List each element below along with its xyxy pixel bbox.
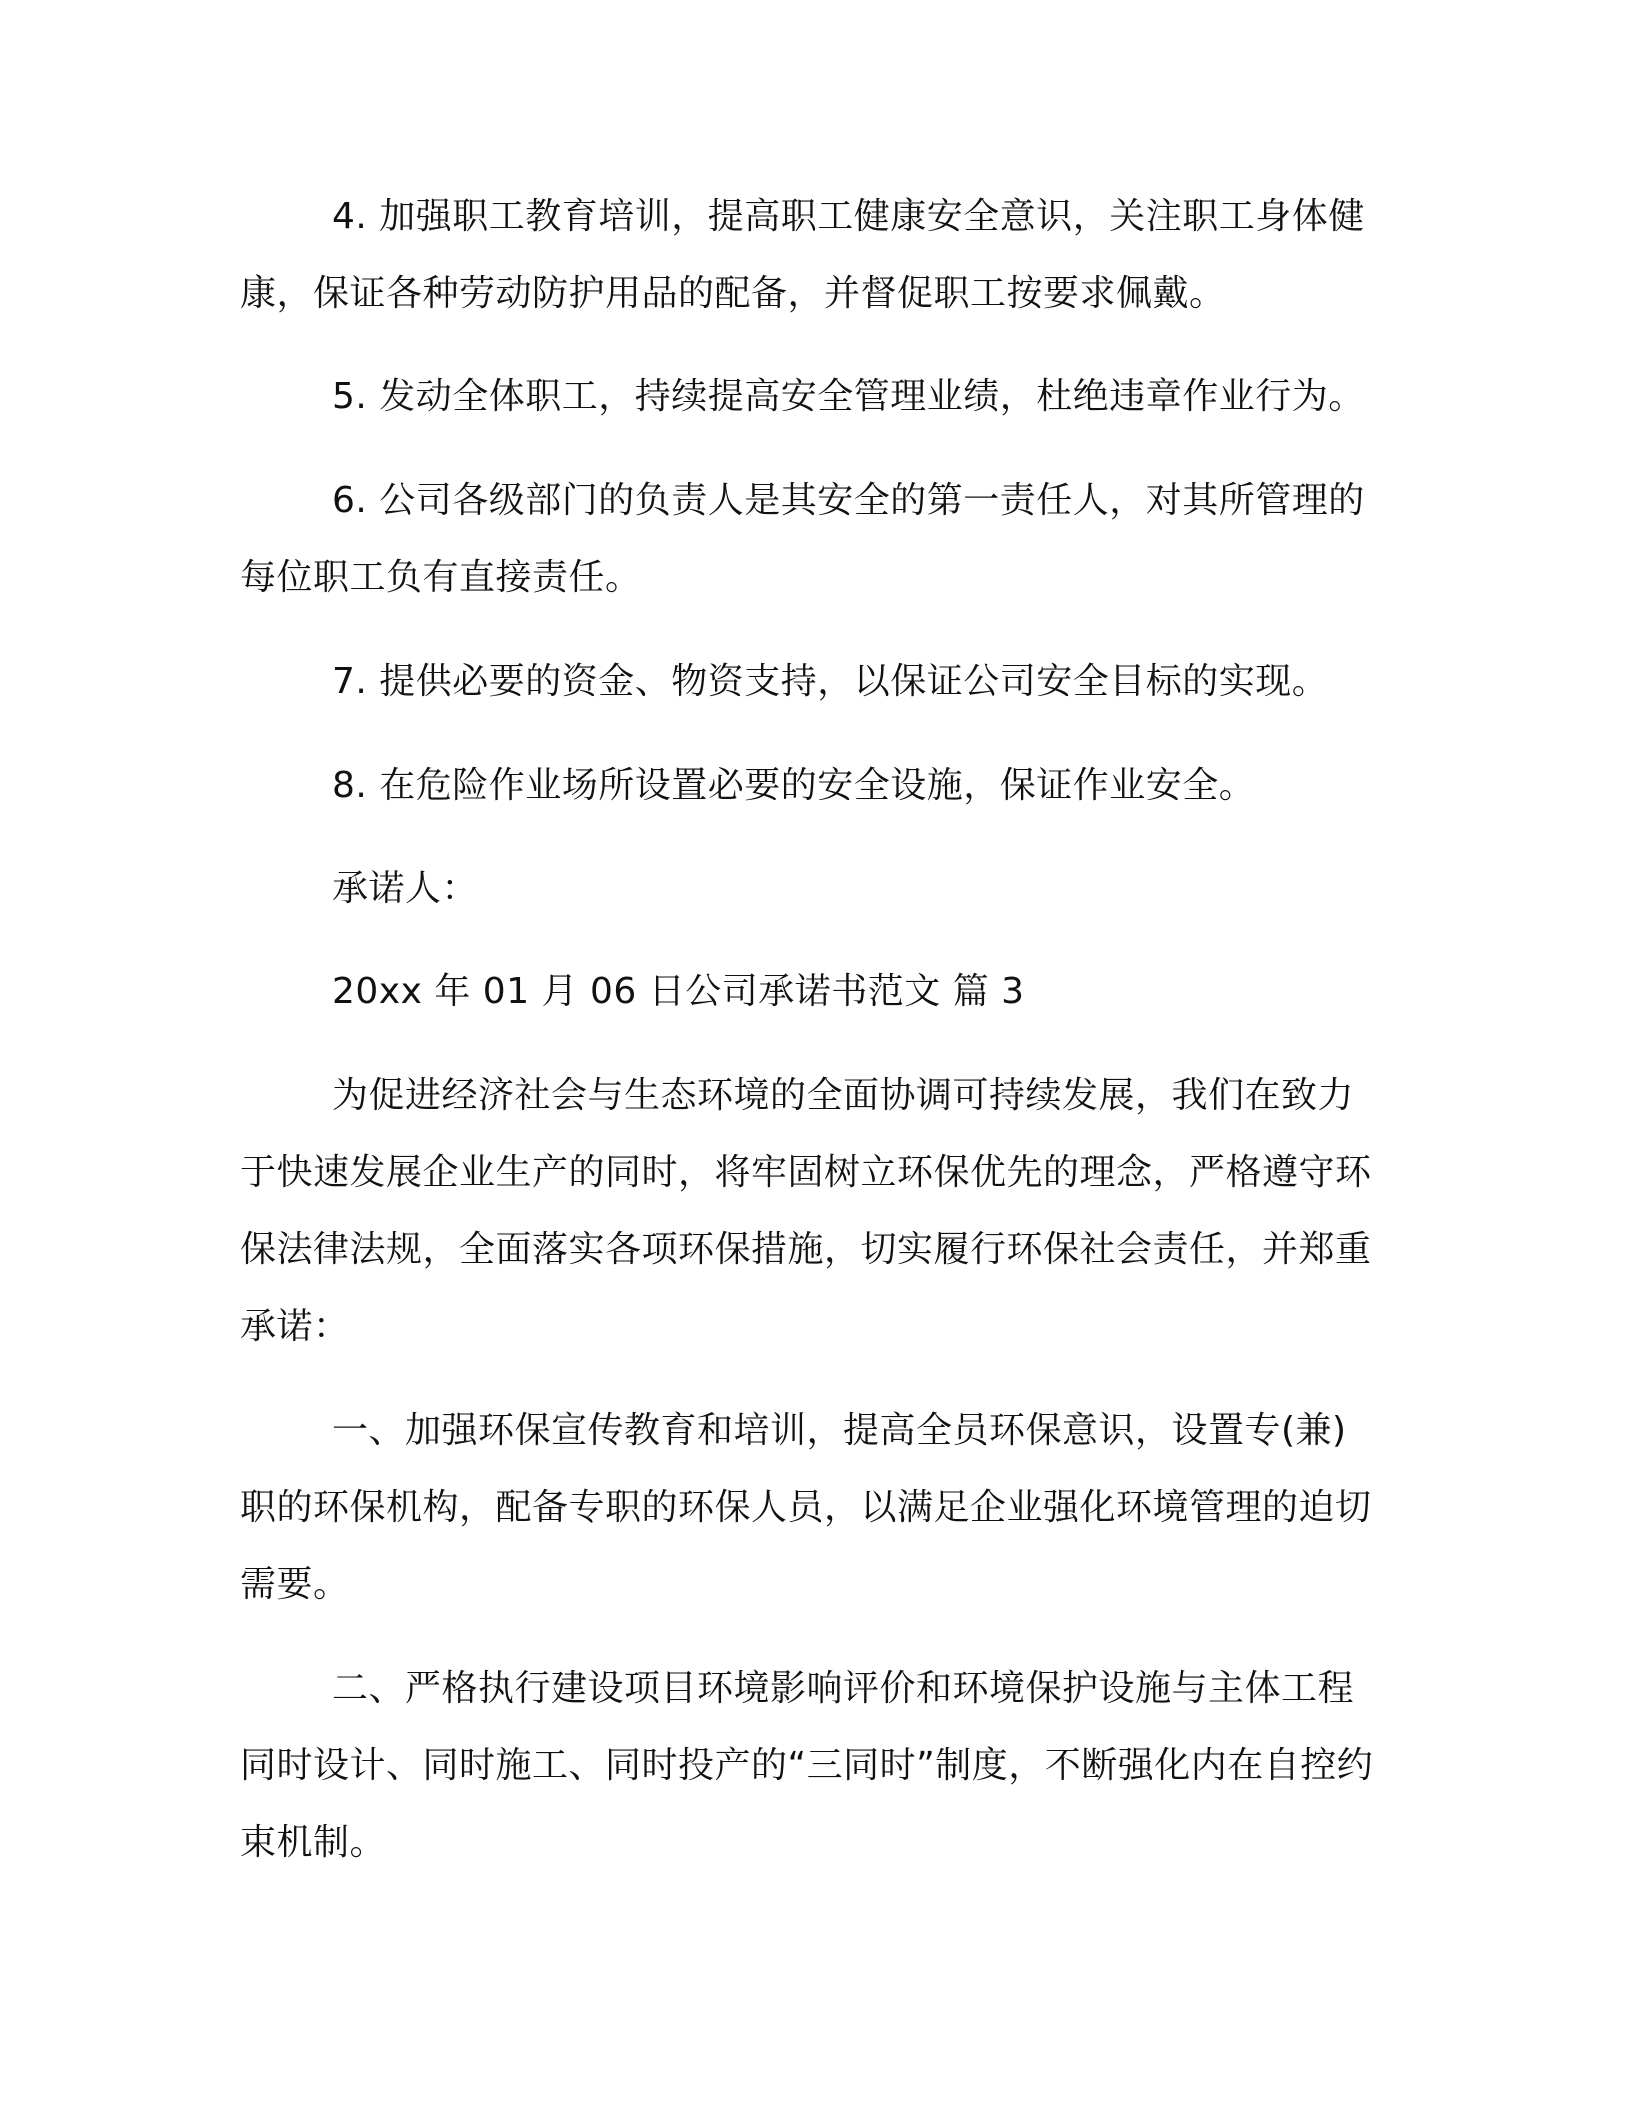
paragraph-item-7: 7. 提供必要的资金、物资支持，以保证公司安全目标的实现。 [332, 661, 1329, 702]
intro-paragraph: 为促进经济社会与生态环境的全面协调可持续发展，我们在致力于快速发展企业生产的同时，将牢固树立环保优先的理念，严格遵守环保法律法规，全面落实各项环保措施，切实履行环保社会责任，并郑重承诺： [240, 1075, 1372, 1347]
paragraph-item-8: 8. 在危险作业场所设置必要的安全设施，保证作业安全。 [332, 765, 1256, 806]
commitment-item-1: 一、加强环保宣传教育和培训，提高全员环保意识，设置专(兼)职的环保机构，配备专职的环保人员，以满足企业强化环境管理的迫切需要。 [240, 1410, 1372, 1605]
paragraph-item-4: 4. 加强职工教育培训，提高职工健康安全意识，关注职工身体健康，保证各种劳动防护用品的配备，并督促职工按要求佩戴。 [240, 196, 1365, 314]
paragraph-item-6: 6. 公司各级部门的负责人是其安全的第一责任人，对其所管理的每位职工负有直接责任。 [240, 480, 1365, 598]
date-and-section-title: 20xx 年 01 月 06 日公司承诺书范文 篇 3 [332, 971, 1025, 1012]
commitment-item-2: 二、严格执行建设项目环境影响评价和环境保护设施与主体工程同时设计、同时施工、同时投产的“三同时”制度，不断强化内在自控约束机制。 [240, 1668, 1374, 1863]
paragraph-item-5: 5. 发动全体职工，持续提高安全管理业绩，杜绝违章作业行为。 [332, 376, 1365, 417]
promisor-label: 承诺人： [332, 868, 479, 909]
